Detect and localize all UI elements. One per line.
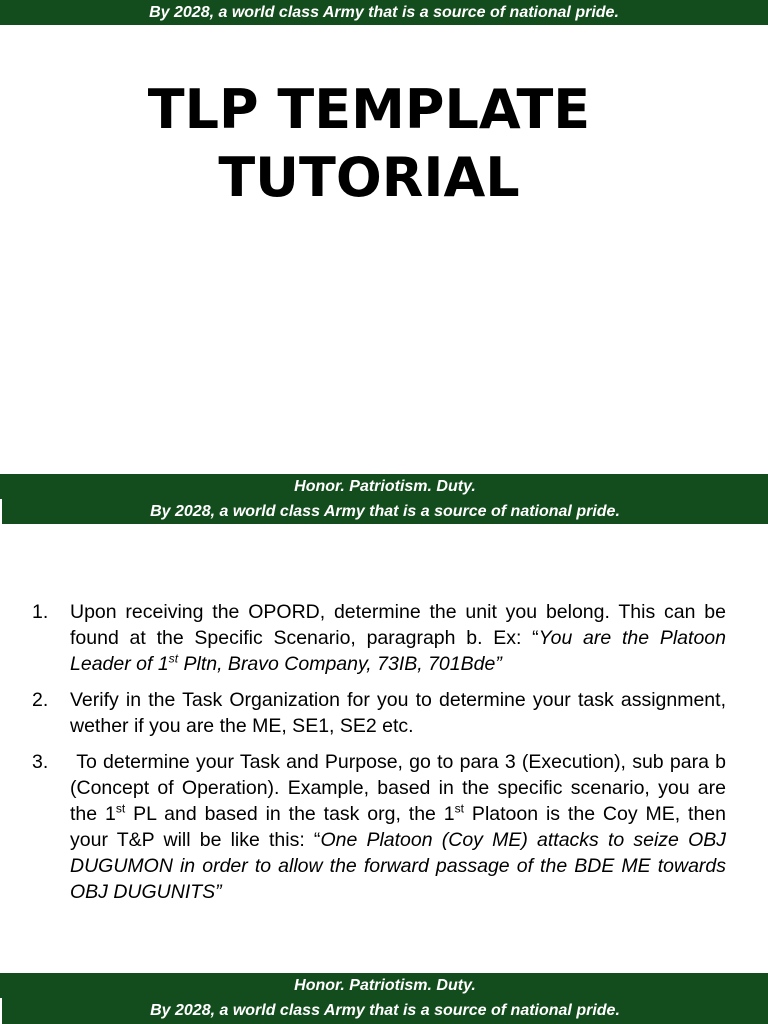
text-run: Pltn, Bravo Company, 73IB, 701Bde” (178, 653, 502, 675)
list-item-text (70, 687, 726, 739)
motto-text: Honor. Patriotism. Duty. (294, 478, 476, 495)
title-line-2: TUTORIAL (218, 146, 520, 209)
tutorial-steps-list (32, 599, 726, 915)
list-item (32, 687, 726, 739)
list-item-text (70, 749, 726, 905)
vision-statement: By 2028, a world class Army that is a source of national pride. (149, 4, 619, 21)
banner-edge (0, 973, 2, 998)
list-item-number: 2. (32, 689, 49, 711)
motto-text: Honor. Patriotism. Duty. (294, 977, 476, 994)
title-line-1: TLP TEMPLATE (147, 78, 591, 141)
list-item-text (70, 599, 726, 677)
text-run: PL and based in the task org, the 1 (125, 803, 455, 825)
list-item (32, 599, 726, 677)
ordinal-suffix: st (168, 651, 179, 666)
list-item-number: 1. (32, 601, 49, 623)
text-run: One Platoon (Coy ME) attacks to seize OBJ DUGUMON in order to allow the forward passage of the BDE ME towards OBJ DUGUNITS” (70, 829, 726, 903)
text-run: Platoon is the Coy ME, then your T&P will be like this: “ (70, 803, 726, 851)
text-run: Upon receiving the OPORD, determine the unit you belong. This can be found at the Specific Scenario, paragraph b. Ex: “ (70, 601, 726, 649)
page-title (0, 76, 738, 212)
ordinal-suffix: st (454, 801, 465, 816)
ordinal-suffix: st (115, 801, 126, 816)
text-run: To determine your Task and Purpose, go to para 3 (Execution), sub para b (Concept of Operation). Example, based in the specific scenario, you are the 1 (70, 751, 726, 825)
text-run: You are the Platoon Leader of 1 (70, 627, 726, 675)
vision-statement: By 2028, a world class Army that is a source of national pride. (150, 503, 620, 520)
banner-edge (0, 474, 2, 499)
motto-banner-bottom (2, 973, 768, 1024)
vision-statement: By 2028, a world class Army that is a source of national pride. (150, 1002, 620, 1019)
motto-banner-middle (2, 474, 768, 524)
list-item (32, 749, 726, 905)
text-run: Verify in the Task Organization for you to determine your task assignment, wether if you are the ME, SE1, SE2 etc. (70, 689, 726, 737)
list-item-number: 3. (32, 751, 49, 773)
vision-banner-top (0, 0, 768, 25)
